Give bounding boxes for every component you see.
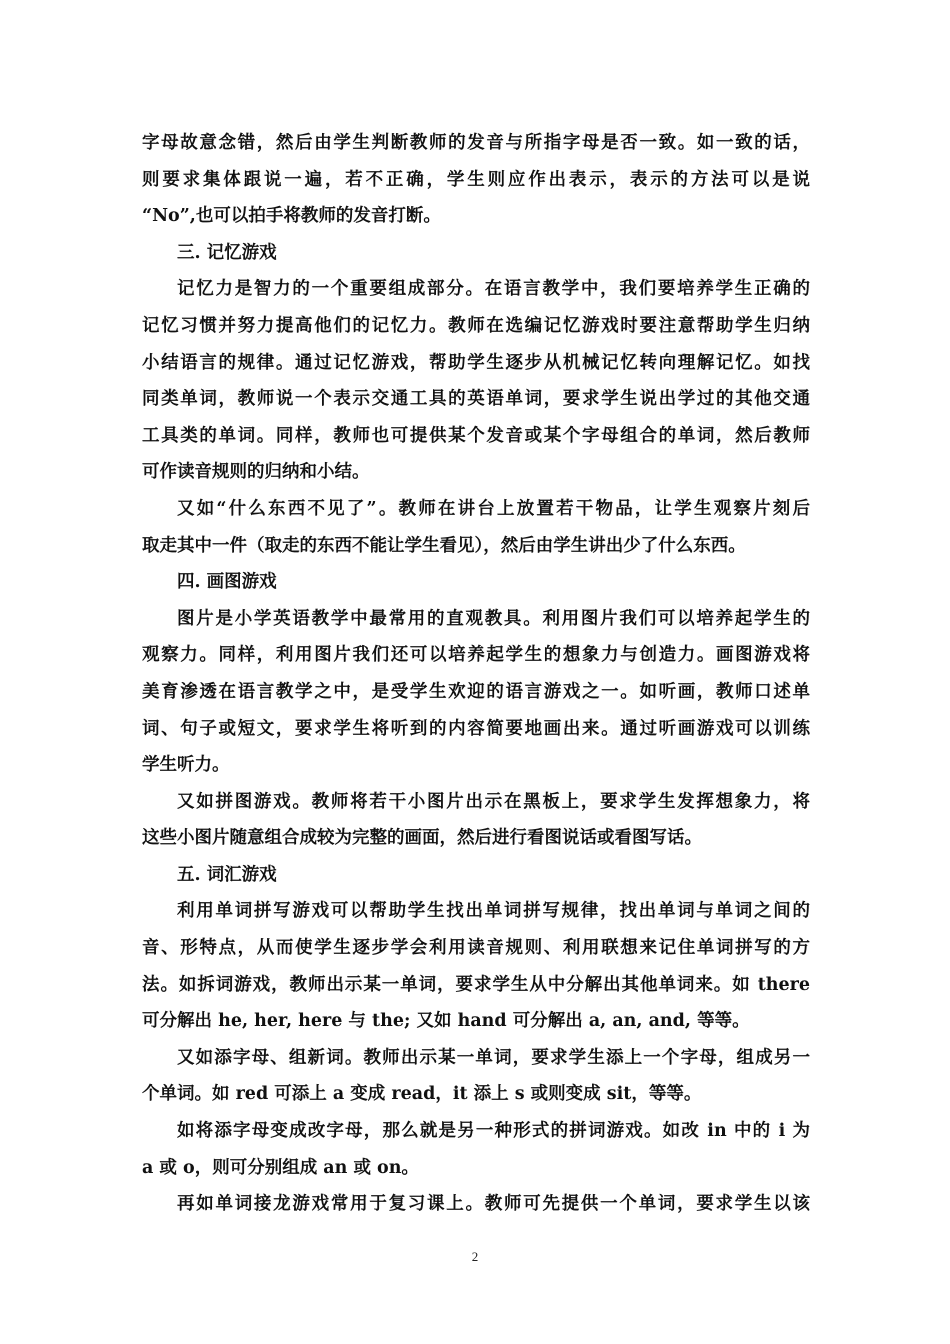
- paragraph-line: 学生听力。: [142, 755, 230, 776]
- paragraph-line: 记忆力是智力的一个重要组成部分。在语言教学中，我们要培养学生正确的: [177, 279, 810, 300]
- paragraph-line: 图片是小学英语教学中最常用的直观教具。利用图片我们可以培养起学生的: [177, 608, 810, 629]
- paragraph-line: 音、形特点，从而使学生逐步学会利用读音规则、利用联想来记住单词拼写的方: [142, 938, 810, 959]
- paragraph-line: 词、句子或短文，要求学生将听到的内容简要地画出来。通过听画游戏可以训练: [142, 718, 810, 739]
- paragraph-line: 这些小图片随意组合成较为完整的画面，然后进行看图说话或看图写话。: [142, 828, 702, 849]
- paragraph-line: 又如拼图游戏。教师将若干小图片出示在黑板上，要求学生发挥想象力，将: [177, 791, 810, 812]
- paragraph-line: 观察力。同样，利用图片我们还可以培养起学生的想象力与创造力。画图游戏将: [142, 645, 810, 666]
- paragraph-line: 个单词。如 red 可添上 a 变成 read，it 添上 s 或则变成 sit，等等。: [142, 1084, 702, 1105]
- paragraph-line: 如将添字母变成改字母，那么就是另一种形式的拼词游戏。如改 in 中的 i 为: [177, 1121, 810, 1142]
- paragraph-line: 则要求集体跟说一遍，若不正确，学生则应作出表示，表示的方法可以是说: [142, 169, 810, 190]
- paragraph-line: 可分解出 he, her, here 与 the; 又如 hand 可分解出 a, an, and, 等等。: [142, 1011, 750, 1032]
- paragraph-line: 又如添字母、组新词。教师出示某一单词，要求学生添上一个字母，组成另一: [177, 1047, 810, 1068]
- section-heading-vocabulary-game: 五. 词汇游戏: [177, 864, 277, 885]
- section-heading-memory-game: 三. 记忆游戏: [177, 242, 277, 263]
- paragraph-line: 法。如拆词游戏，教师出示某一单词，要求学生从中分解出其他单词来。如 there: [142, 974, 810, 995]
- paragraph-line: 利用单词拼写游戏可以帮助学生找出单词拼写规律，找出单词与单词之间的: [177, 901, 810, 922]
- paragraph-line: 又如“什么东西不见了”。教师在讲台上放置若干物品，让学生观察片刻后: [177, 498, 810, 519]
- page-number: 2: [471, 1249, 479, 1264]
- paragraph-line: 小结语言的规律。通过记忆游戏，帮助学生逐步从机械记忆转向理解记忆。如找: [142, 352, 810, 373]
- paragraph-line: 美育渗透在语言教学之中，是受学生欢迎的语言游戏之一。如听画，教师口述单: [142, 681, 810, 702]
- document-body: [142, 125, 810, 1223]
- paragraph-line: 再如单词接龙游戏常用于复习课上。教师可先提供一个单词，要求学生以该: [177, 1194, 810, 1215]
- paragraph-line: 取走其中一件（取走的东西不能让学生看见），然后由学生讲出少了什么东西。: [142, 535, 746, 556]
- paragraph-line: 记忆习惯并努力提高他们的记忆力。教师在选编记忆游戏时要注意帮助学生归纳: [142, 315, 810, 336]
- paragraph-line: 工具类的单词。同样，教师也可提供某个发音或某个字母组合的单词，然后教师: [142, 425, 810, 446]
- paragraph-line: 字母故意念错，然后由学生判断教师的发音与所指字母是否一致。如一致的话，: [142, 133, 810, 153]
- paragraph-line: a 或 o，则可分别组成 an 或 on。: [142, 1157, 419, 1178]
- paragraph-line: 可作读音规则的归纳和小结。: [142, 462, 370, 483]
- paragraph-line: 同类单词，教师说一个表示交通工具的英语单词，要求学生说出学过的其他交通: [142, 389, 810, 410]
- paragraph-line: “No”,也可以拍手将教师的发音打断。: [142, 206, 441, 227]
- section-heading-drawing-game: 四. 画图游戏: [177, 572, 277, 593]
